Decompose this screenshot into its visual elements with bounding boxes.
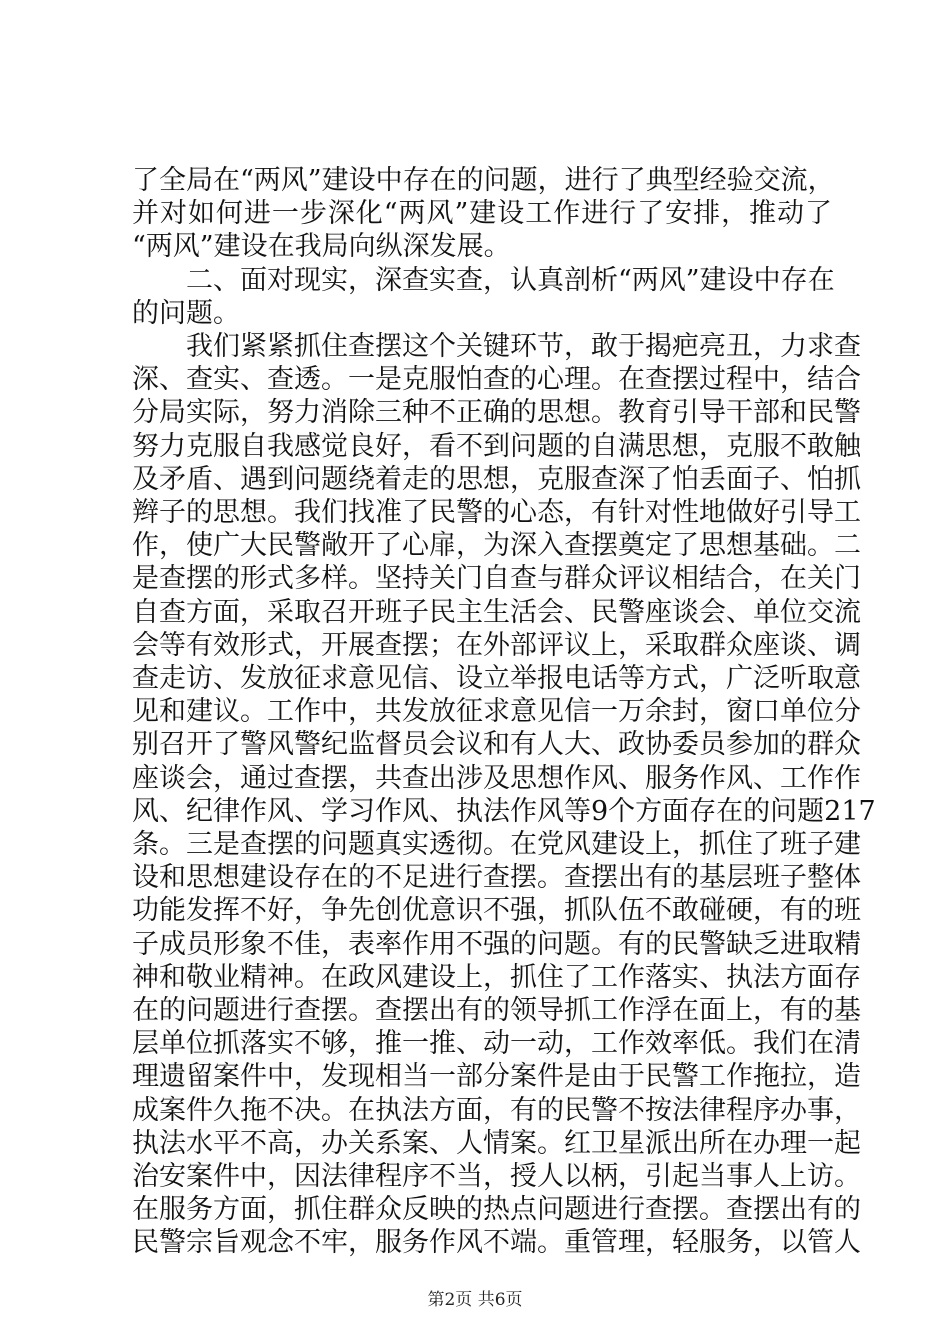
text-line: 功能发挥不好，争先创优意识不强，抓队伍不敢碰硬，有的班 bbox=[132, 895, 861, 927]
text-line: 子成员形象不佳，表率作用不强的问题。有的民警缺乏进取精 bbox=[132, 928, 861, 960]
text-line: 座谈会，通过查摆，共查出涉及思想作风、服务作风、工作作 bbox=[132, 762, 861, 794]
text-line: 并对如何进一步深化“两风”建设工作进行了安排，推动了 bbox=[132, 198, 832, 230]
text-line: 神和敬业精神。在政风建设上，抓住了工作落实、执法方面存 bbox=[132, 961, 861, 993]
text-line: 成案件久拖不决。在执法方面，有的民警不按法律程序办事， bbox=[132, 1094, 861, 1126]
text-line: 设和思想建设存在的不足进行查摆。查摆出有的基层班子整体 bbox=[132, 862, 861, 894]
text-line: 别召开了警风警纪监督员会议和有人大、政协委员参加的群众 bbox=[132, 729, 861, 761]
text-line: 及矛盾、遇到问题绕着走的思想，克服查深了怕丢面子、怕抓 bbox=[132, 463, 861, 495]
text-line: 民警宗旨观念不牢，服务作风不端。重管理，轻服务，以管人 bbox=[132, 1227, 861, 1259]
text-line: 作，使广大民警敞开了心扉，为深入查摆奠定了思想基础。二 bbox=[132, 530, 861, 562]
text-line: 在服务方面，抓住群众反映的热点问题进行查摆。查摆出有的 bbox=[132, 1194, 861, 1226]
text-line: 层单位抓落实不够，推一推、动一动，工作效率低。我们在清 bbox=[132, 1028, 861, 1060]
text-line: 理遗留案件中，发现相当一部分案件是由于民警工作拖拉，造 bbox=[132, 1061, 861, 1093]
text-line: “两风”建设在我局向纵深发展。 bbox=[132, 231, 511, 263]
text-line: 自查方面，采取召开班子民主生活会、民警座谈会、单位交流 bbox=[132, 596, 861, 628]
text-line: 会等有效形式，开展查摆；在外部评议上，采取群众座谈、调 bbox=[132, 629, 861, 661]
text-line: 风、纪律作风、学习作风、执法作风等9个方面存在的问题217 bbox=[132, 795, 876, 827]
text-line: 深、查实、查透。一是克服怕查的心理。在查摆过程中，结合 bbox=[132, 364, 861, 396]
text-line: 分局实际，努力消除三种不正确的思想。教育引导干部和民警 bbox=[132, 397, 861, 429]
text-line: 见和建议。工作中，共发放征求意见信一万余封，窗口单位分 bbox=[132, 696, 861, 728]
text-line: 努力克服自我感觉良好，看不到问题的自满思想，克服不敢触 bbox=[132, 430, 861, 462]
text-line: 是查摆的形式多样。坚持关门自查与群众评议相结合，在关门 bbox=[132, 563, 861, 595]
text-line: 查走访、发放征求意见信、设立举报电话等方式，广泛听取意 bbox=[132, 663, 861, 694]
text-line: 的问题。 bbox=[132, 297, 240, 329]
page-footer: 第2页 共6页 bbox=[427, 1290, 523, 1310]
text-line: 我们紧紧抓住查摆这个关键环节，敢于揭疤亮丑，力求查 bbox=[186, 331, 861, 362]
text-line: 条。三是查摆的问题真实透彻。在党风建设上，抓住了班子建 bbox=[132, 829, 861, 860]
text-line: 了全局在“两风”建设中存在的问题，进行了典型经验交流， bbox=[132, 165, 835, 196]
text-line: 治安案件中，因法律程序不当，授人以柄，引起当事人上访。 bbox=[132, 1161, 861, 1192]
text-line: 执法水平不高，办关系案、人情案。红卫星派出所在办理一起 bbox=[132, 1127, 861, 1159]
text-line: 在的问题进行查摆。查摆出有的领导抓工作浮在面上，有的基 bbox=[132, 995, 861, 1026]
text-line: 辫子的思想。我们找准了民警的心态，有针对性地做好引导工 bbox=[132, 497, 861, 528]
text-line: 二、面对现实，深查实查，认真剖析“两风”建设中存在 bbox=[186, 264, 835, 296]
